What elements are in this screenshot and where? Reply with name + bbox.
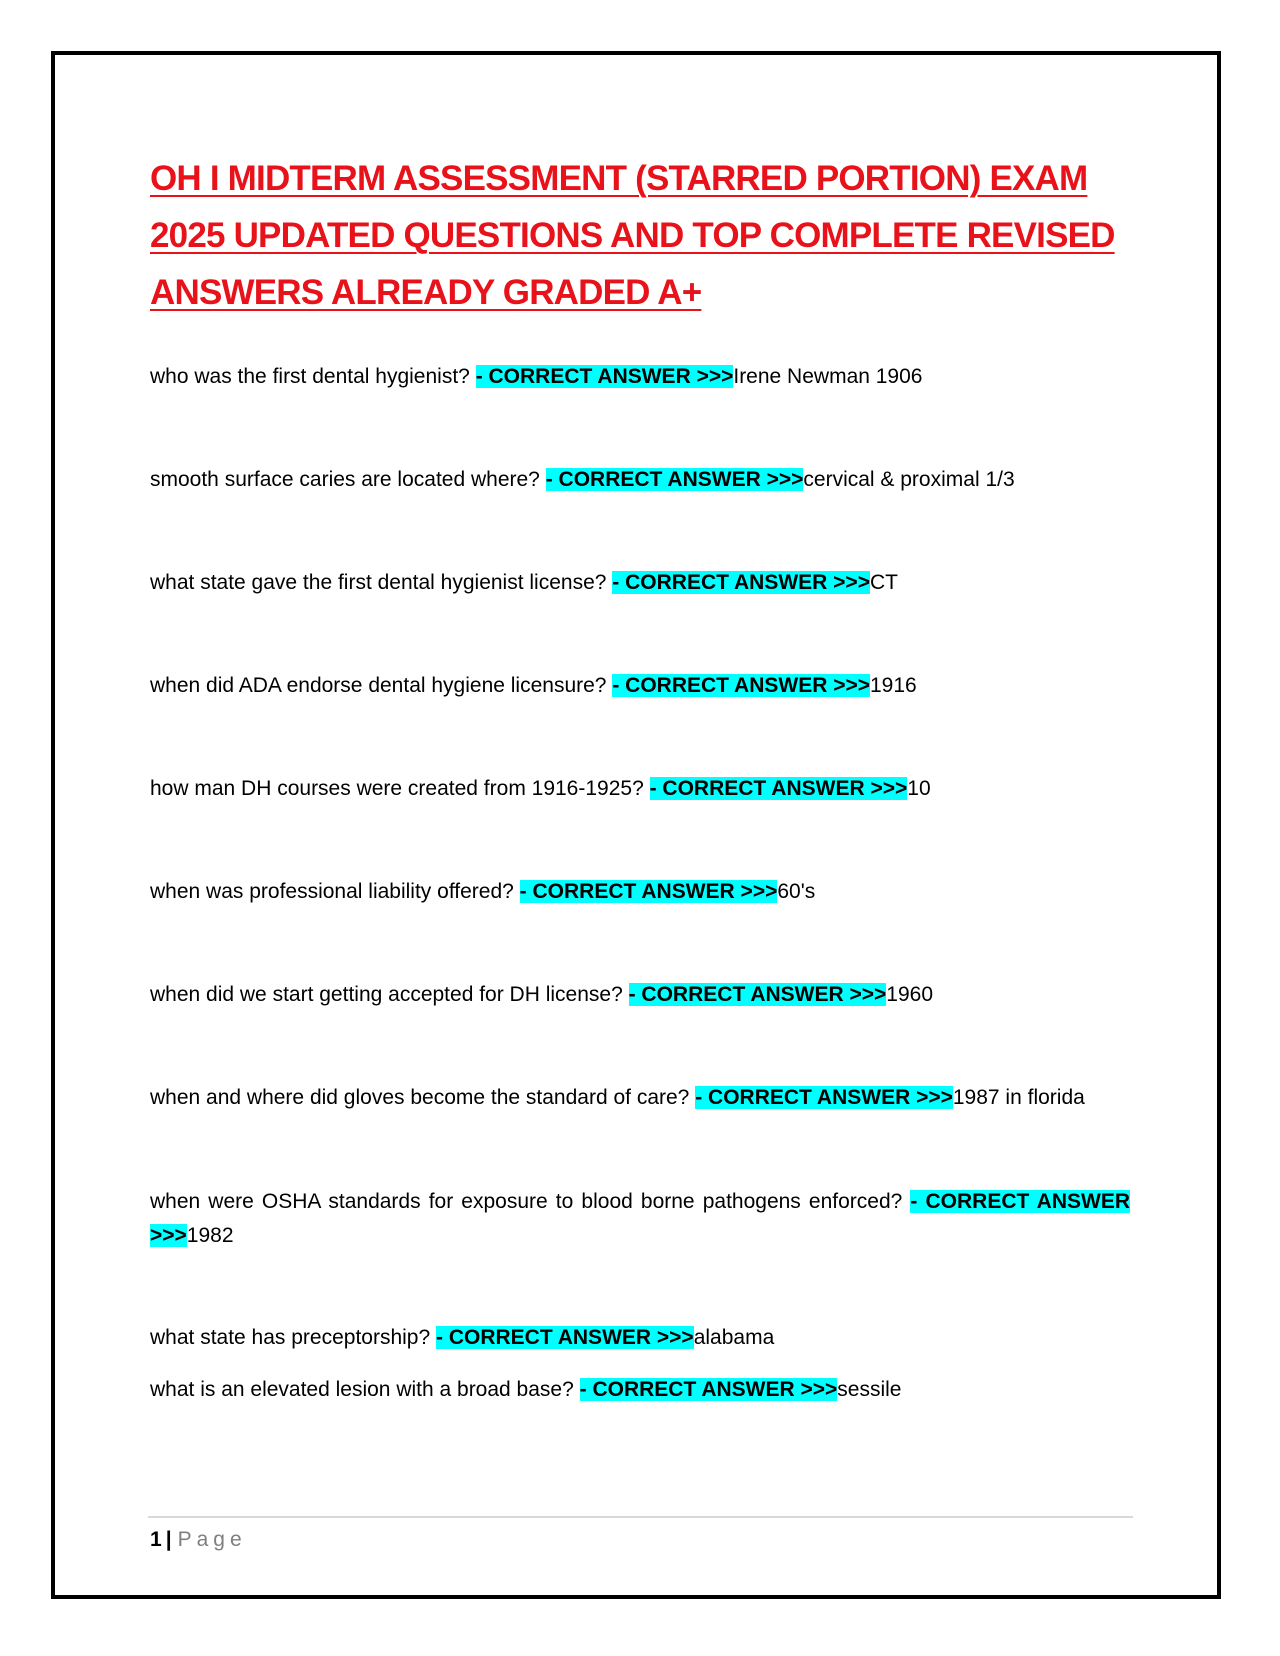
qa-item [150,1185,1130,1253]
question-text: when were OSHA standards for exposure to blood borne pathogens enforced? [150,1190,903,1213]
answer-text: Irene Newman 1906 [733,365,923,388]
answer-text: 1987 in florida [952,1086,1085,1109]
correct-answer-marker: - CORRECT ANSWER >>> [649,777,908,800]
correct-answer-marker: - CORRECT ANSWER >>> [628,983,887,1006]
correct-answer-marker: - CORRECT ANSWER >>> [545,468,804,491]
question-text: what is an elevated lesion with a broad base? [150,1378,574,1401]
correct-answer-marker: - CORRECT ANSWER >>> [612,674,870,697]
answer-text: 1916 [870,674,917,697]
qa-item [150,463,1130,497]
answer-text: 60's [777,880,816,903]
page-number: 1 [150,1528,162,1551]
correct-answer-marker: - CORRECT ANSWER >>> [475,365,734,388]
qa-item [150,1373,1130,1407]
answer-text: CT [869,571,898,594]
answer-text: 1960 [886,983,933,1006]
document-title: OH I MIDTERM ASSESSMENT (STARRED PORTION) EXAM 2025 UPDATED QUESTIONS AND TOP COMPLETE REVISED ANSWERS ALREADY GRADED A+ [150,159,1115,312]
footer-separator: | [165,1528,172,1551]
correct-answer-marker: - CORRECT ANSWER >>> [150,1190,1131,1247]
question-text: who was the first dental hygienist? [150,365,470,388]
qa-item [150,566,1130,600]
qa-item [150,978,1130,1012]
correct-answer-marker: - CORRECT ANSWER >>> [519,880,778,903]
correct-answer-marker: - CORRECT ANSWER >>> [612,571,870,594]
page-label: Page [177,1528,247,1551]
qa-item [150,1321,1130,1355]
question-text: when and where did gloves become the standard of care? [150,1086,690,1109]
answer-text: alabama [693,1326,775,1349]
question-text: when did we start getting accepted for DH license? [150,983,623,1006]
correct-answer-marker: - CORRECT ANSWER >>> [436,1326,694,1349]
qa-item [150,1081,1130,1115]
qa-item [150,772,1130,806]
question-text: when did ADA endorse dental hygiene licensure? [150,674,607,697]
qa-item [150,669,1130,703]
answer-text: 1982 [186,1224,234,1247]
question-text: what state gave the first dental hygienist license? [150,571,607,594]
page-footer [150,1525,247,1555]
question-text: what state has preceptorship? [150,1326,431,1349]
answer-text: sessile [837,1378,902,1401]
footer-divider [148,1516,1133,1518]
answer-text: cervical & proximal 1/3 [803,468,1015,491]
question-text: smooth surface caries are located where? [150,468,540,491]
correct-answer-marker: - CORRECT ANSWER >>> [695,1086,953,1109]
question-text: how man DH courses were created from 1916-1925? [150,777,644,800]
answer-text: 10 [907,777,931,800]
qa-item [150,360,1130,394]
question-text: when was professional liability offered? [150,880,514,903]
correct-answer-marker: - CORRECT ANSWER >>> [579,1378,838,1401]
qa-item [150,875,1130,909]
document-body [150,150,1131,1401]
